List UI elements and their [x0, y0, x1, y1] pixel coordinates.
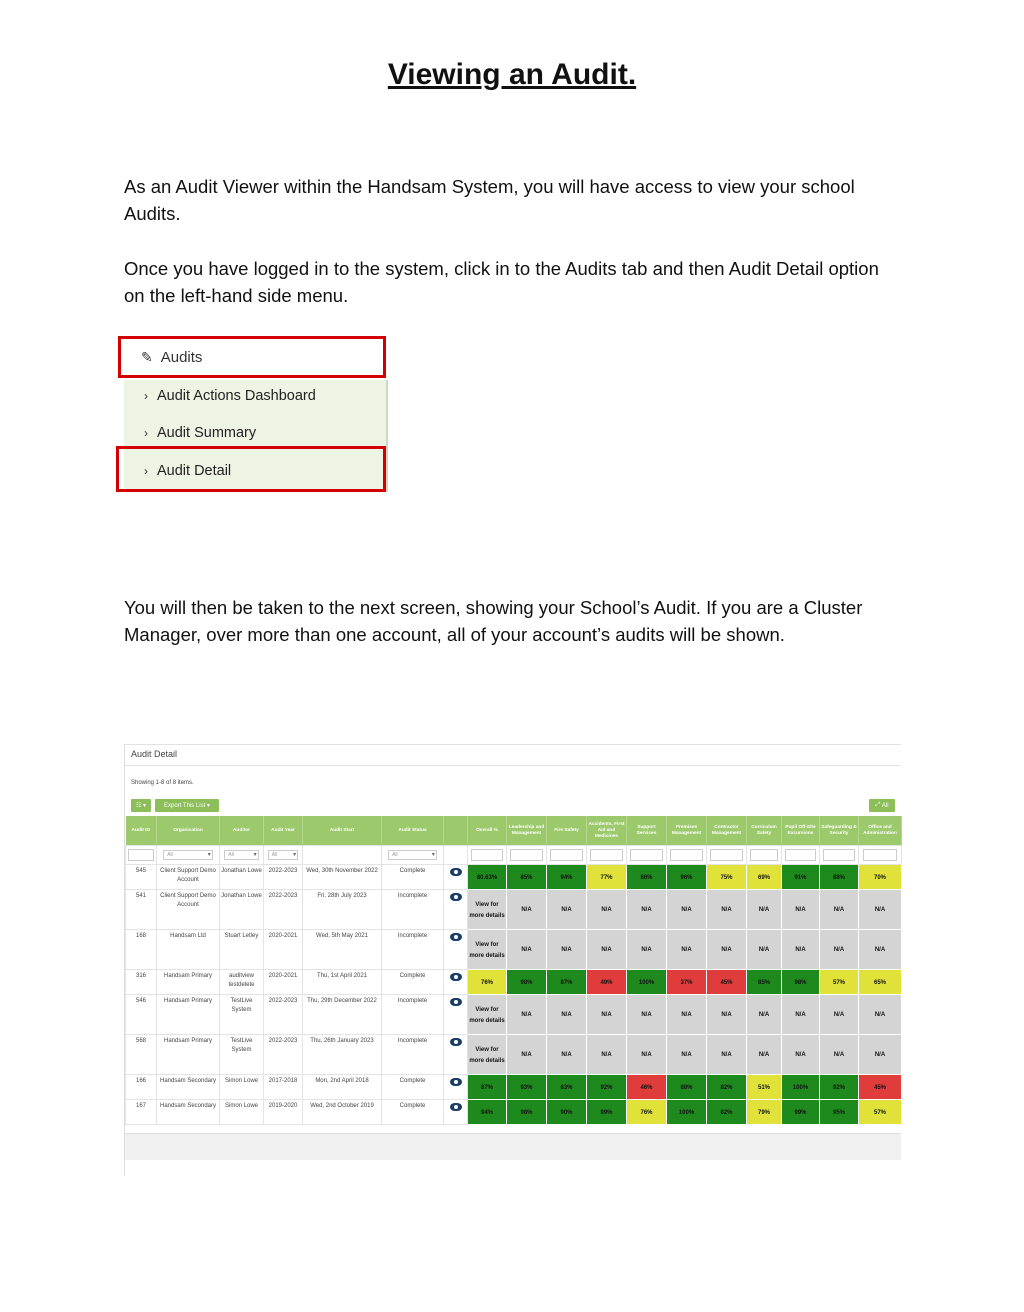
overall-score-cell: 94%	[468, 1100, 507, 1125]
overall-score-cell[interactable]: View for more details	[468, 1035, 507, 1075]
view-cell	[444, 865, 468, 890]
score-cell: N/A	[627, 1035, 667, 1075]
auditor-cell: Simon Lowe	[220, 1100, 264, 1125]
score-cell: 96%	[667, 865, 707, 890]
view-cell	[444, 1075, 468, 1100]
audit-id-cell: 168	[126, 930, 157, 970]
menu-audits-label: Audits	[160, 348, 203, 366]
show-all-button[interactable]	[869, 799, 895, 812]
filter-input[interactable]	[590, 849, 622, 861]
score-cell: 90%	[547, 1100, 587, 1125]
score-cell: N/A	[747, 1035, 782, 1075]
audit-start-cell: Wed, 2nd October 2019	[303, 1100, 382, 1125]
auditor-cell: Jonathan Lowe	[220, 865, 264, 890]
eye-icon[interactable]	[450, 1038, 462, 1046]
table-row	[126, 930, 902, 970]
filter-input[interactable]	[785, 849, 816, 861]
overall-score-cell[interactable]: View for more details	[468, 890, 507, 930]
score-cell: 86%	[627, 865, 667, 890]
audit-start-cell: Thu, 26th January 2023	[303, 1035, 382, 1075]
score-cell: N/A	[747, 995, 782, 1035]
score-cell: 100%	[627, 970, 667, 995]
score-cell: N/A	[707, 1035, 747, 1075]
view-cell	[444, 890, 468, 930]
auditor-cell: Stuart Letley	[220, 930, 264, 970]
score-cell: N/A	[820, 890, 859, 930]
score-cell: N/A	[859, 930, 902, 970]
column-header[interactable]: Contractor Management	[707, 816, 747, 846]
score-cell: 82%	[707, 1075, 747, 1100]
menu-item-label: Audit Summary	[157, 425, 257, 441]
export-button[interactable]: Export This List ▾	[155, 799, 219, 812]
score-cell: 100%	[667, 1100, 707, 1125]
audit-start-cell: Wed, 30th November 2022	[303, 865, 382, 890]
audit-status-cell: Complete	[382, 1100, 444, 1125]
audit-year-cell: 2020-2021	[264, 970, 303, 995]
auditor-cell: Jonathan Lowe	[220, 890, 264, 930]
score-cell: N/A	[820, 995, 859, 1035]
audit-id-cell: 541	[126, 890, 157, 930]
score-cell: N/A	[627, 995, 667, 1035]
overall-score-cell: 87%	[468, 1075, 507, 1100]
filter-cell	[782, 846, 820, 865]
column-header[interactable]: Office and Administration	[859, 816, 902, 846]
eye-icon[interactable]	[450, 868, 462, 876]
menu-item-audit-actions-dashboard[interactable]	[144, 388, 316, 404]
score-cell: N/A	[587, 995, 627, 1035]
filter-input[interactable]	[128, 849, 153, 861]
organisation-cell: Handsam Primary	[157, 1035, 220, 1075]
score-cell: 49%	[587, 970, 627, 995]
table-row	[126, 865, 902, 890]
score-cell: N/A	[747, 930, 782, 970]
filter-input[interactable]	[471, 849, 503, 861]
organisation-cell: Handsam Secondary	[157, 1075, 220, 1100]
eye-icon[interactable]	[450, 998, 462, 1006]
eye-icon[interactable]	[450, 933, 462, 941]
filter-input[interactable]	[630, 849, 662, 861]
score-cell: N/A	[587, 890, 627, 930]
overall-score-cell[interactable]: View for more details	[468, 930, 507, 970]
instructions-paragraph: Once you have logged in to the system, click in to the Audits tab and then Audit Detail option on the left-hand side menu.	[124, 258, 879, 306]
filter-cell	[707, 846, 747, 865]
score-cell: 46%	[627, 1075, 667, 1100]
score-cell: 37%	[667, 970, 707, 995]
score-cell: N/A	[507, 930, 547, 970]
table-row	[126, 970, 902, 995]
audit-status-cell: Incomplete	[382, 890, 444, 930]
auditor-cell: TestLive System	[220, 995, 264, 1035]
column-header[interactable]: Pupil Off-Site Excursions	[782, 816, 820, 846]
table-row	[126, 1100, 902, 1125]
menu-audits-tab[interactable]	[118, 336, 386, 378]
organisation-cell: Handsam Ltd	[157, 930, 220, 970]
score-cell: N/A	[667, 890, 707, 930]
column-header[interactable]: Audit ID	[126, 816, 157, 846]
eye-icon[interactable]	[450, 1078, 462, 1086]
view-cell	[444, 930, 468, 970]
filter-select[interactable]: All ▾	[388, 850, 437, 860]
score-cell: 69%	[747, 865, 782, 890]
filter-select[interactable]: All ▾	[163, 850, 213, 860]
table-row	[126, 890, 902, 930]
score-cell: 85%	[747, 970, 782, 995]
filter-cell	[157, 846, 220, 865]
score-cell: 92%	[820, 1075, 859, 1100]
score-cell: N/A	[507, 890, 547, 930]
expand-icon: ⤢	[875, 802, 882, 808]
score-cell: 57%	[820, 970, 859, 995]
score-cell: 88%	[820, 865, 859, 890]
audit-status-cell: Complete	[382, 1075, 444, 1100]
column-header[interactable]: Premises Management	[667, 816, 707, 846]
auditor-cell: TestLive System	[220, 1035, 264, 1075]
filter-select[interactable]: All ▾	[268, 850, 298, 860]
view-cell	[444, 970, 468, 995]
filter-cell	[303, 846, 382, 865]
audit-table	[125, 816, 902, 1125]
audit-id-cell: 166	[126, 1075, 157, 1100]
view-cell	[444, 1035, 468, 1075]
filter-cell	[382, 846, 444, 865]
column-header[interactable]: Accidents, First Aid and Medicines	[587, 816, 627, 846]
filter-cell	[587, 846, 627, 865]
score-cell: 82%	[707, 1100, 747, 1125]
score-cell: N/A	[507, 995, 547, 1035]
score-cell: N/A	[782, 995, 820, 1035]
overall-score-cell: 76%	[468, 970, 507, 995]
score-cell: N/A	[707, 930, 747, 970]
show-all-label: All	[881, 802, 889, 809]
auditor-cell: Simon Lowe	[220, 1075, 264, 1100]
audit-year-cell: 2022-2023	[264, 995, 303, 1035]
table-body	[126, 865, 902, 1125]
score-cell: N/A	[587, 930, 627, 970]
audit-status-cell: Incomplete	[382, 995, 444, 1035]
column-header[interactable]: Audit Year	[264, 816, 303, 846]
column-header[interactable]: Overall %	[468, 816, 507, 846]
eye-icon[interactable]	[450, 973, 462, 981]
audit-start-cell: Thu, 29th December 2022	[303, 995, 382, 1035]
score-cell: 45%	[707, 970, 747, 995]
audit-start-cell: Wed, 5th May 2021	[303, 930, 382, 970]
table-row	[126, 995, 902, 1035]
filter-cell	[444, 846, 468, 865]
audit-start-cell: Mon, 2nd April 2018	[303, 1075, 382, 1100]
score-cell: 92%	[587, 1075, 627, 1100]
audit-year-cell: 2022-2023	[264, 890, 303, 930]
score-cell: 95%	[820, 1100, 859, 1125]
score-cell: 87%	[547, 970, 587, 995]
filter-row	[126, 846, 902, 865]
audit-id-cell: 545	[126, 865, 157, 890]
page-title: Viewing an Audit.	[387, 58, 637, 91]
score-cell: 65%	[859, 970, 902, 995]
audit-start-cell: Fri, 28th July 2023	[303, 890, 382, 930]
filter-cell	[667, 846, 707, 865]
filter-input[interactable]	[510, 849, 542, 861]
filter-input[interactable]	[710, 849, 742, 861]
highlight-box	[116, 446, 386, 492]
intro-paragraph: As an Audit Viewer within the Handsam System, you will have access to view your school Audits.	[124, 176, 855, 224]
organisation-cell: Handsam Secondary	[157, 1100, 220, 1125]
filter-cell	[859, 846, 902, 865]
score-cell: N/A	[627, 890, 667, 930]
score-cell: N/A	[547, 930, 587, 970]
score-cell: 99%	[587, 1100, 627, 1125]
score-cell: N/A	[547, 995, 587, 1035]
audit-status-cell: Incomplete	[382, 930, 444, 970]
table-row	[126, 1035, 902, 1075]
score-cell: 94%	[547, 865, 587, 890]
column-header[interactable]: Audit Status	[382, 816, 444, 846]
column-header[interactable]: Safeguarding & Security	[820, 816, 859, 846]
filter-input[interactable]	[863, 849, 898, 861]
audit-status-cell: Incomplete	[382, 1035, 444, 1075]
score-cell: N/A	[547, 890, 587, 930]
panel-title: Audit Detail	[125, 744, 901, 766]
organisation-cell: Client Support Demo Account	[157, 890, 220, 930]
auditor-cell: auditview testdelete	[220, 970, 264, 995]
chevron-right-icon: ›	[144, 426, 148, 440]
score-cell: N/A	[627, 930, 667, 970]
eye-icon[interactable]	[450, 893, 462, 901]
score-cell: 75%	[707, 865, 747, 890]
table-row	[126, 1075, 902, 1100]
score-cell: N/A	[667, 930, 707, 970]
chevron-right-icon: ›	[144, 464, 148, 478]
column-header[interactable]: Audit Start	[303, 816, 382, 846]
menu-item-label: Audit Detail	[157, 463, 232, 479]
score-cell: 45%	[859, 1075, 902, 1100]
score-cell: N/A	[747, 890, 782, 930]
column-header[interactable]: Fire Safety	[547, 816, 587, 846]
filter-cell	[264, 846, 303, 865]
eye-icon[interactable]	[450, 1103, 462, 1111]
audit-year-cell: 2022-2023	[264, 1035, 303, 1075]
side-menu-screenshot	[118, 336, 390, 494]
filter-cell	[220, 846, 264, 865]
score-cell: 77%	[587, 865, 627, 890]
score-cell: 98%	[507, 1100, 547, 1125]
score-cell: 85%	[507, 865, 547, 890]
audit-year-cell: 2019-2020	[264, 1100, 303, 1125]
column-header[interactable]: Organisation	[157, 816, 220, 846]
view-cell	[444, 995, 468, 1035]
score-cell: 70%	[859, 865, 902, 890]
audit-year-cell: 2017-2018	[264, 1075, 303, 1100]
score-cell: 93%	[507, 1075, 547, 1100]
score-cell: N/A	[859, 995, 902, 1035]
toolbar	[125, 796, 901, 816]
score-cell: N/A	[782, 890, 820, 930]
filter-cell	[820, 846, 859, 865]
filter-select[interactable]: All ▾	[224, 850, 258, 860]
filter-cell	[507, 846, 547, 865]
score-cell: N/A	[707, 890, 747, 930]
audit-detail-screenshot	[124, 744, 901, 1176]
score-cell: 83%	[547, 1075, 587, 1100]
filter-cell	[126, 846, 157, 865]
audit-id-cell: 568	[126, 1035, 157, 1075]
audit-status-cell: Complete	[382, 970, 444, 995]
score-cell: 57%	[859, 1100, 902, 1125]
filter-input[interactable]	[750, 849, 779, 861]
score-cell: N/A	[707, 995, 747, 1035]
grid-toggle-button[interactable]: ☷ ▾	[131, 799, 151, 812]
score-cell: N/A	[547, 1035, 587, 1075]
column-header[interactable]: Auditor	[220, 816, 264, 846]
audit-status-cell: Complete	[382, 865, 444, 890]
table-header-row	[126, 816, 902, 846]
pencil-icon: ✎	[141, 348, 153, 365]
score-cell: 76%	[627, 1100, 667, 1125]
score-cell: N/A	[820, 1035, 859, 1075]
score-cell: 88%	[667, 1075, 707, 1100]
audit-id-cell: 167	[126, 1100, 157, 1125]
score-cell: N/A	[667, 995, 707, 1035]
score-cell: N/A	[859, 1035, 902, 1075]
score-cell: N/A	[507, 1035, 547, 1075]
filter-input[interactable]	[823, 849, 855, 861]
column-header[interactable]: Support Services	[627, 816, 667, 846]
score-cell: 98%	[507, 970, 547, 995]
score-cell: N/A	[667, 1035, 707, 1075]
organisation-cell: Handsam Primary	[157, 995, 220, 1035]
audit-id-cell: 546	[126, 995, 157, 1035]
filter-input[interactable]	[550, 849, 582, 861]
menu-item-audit-summary[interactable]	[144, 425, 256, 441]
score-cell: N/A	[859, 890, 902, 930]
audit-year-cell: 2020-2021	[264, 930, 303, 970]
filter-cell	[547, 846, 587, 865]
score-cell: N/A	[782, 1035, 820, 1075]
showing-count: Showing 1-8 of 8 items.	[131, 780, 194, 786]
organisation-cell: Client Support Demo Account	[157, 865, 220, 890]
column-header[interactable]	[444, 816, 468, 846]
score-cell: 51%	[747, 1075, 782, 1100]
chevron-right-icon: ›	[144, 389, 148, 403]
filter-cell	[627, 846, 667, 865]
overall-score-cell: 80.63%	[468, 865, 507, 890]
score-cell: 79%	[747, 1100, 782, 1125]
view-cell	[444, 1100, 468, 1125]
score-cell: 91%	[782, 865, 820, 890]
overall-score-cell[interactable]: View for more details	[468, 995, 507, 1035]
filter-cell	[468, 846, 507, 865]
filter-cell	[747, 846, 782, 865]
audit-id-cell: 316	[126, 970, 157, 995]
audit-start-cell: Thu, 1st April 2021	[303, 970, 382, 995]
score-cell: N/A	[820, 930, 859, 970]
audit-year-cell: 2022-2023	[264, 865, 303, 890]
table-footer	[125, 1133, 901, 1160]
score-cell: 100%	[782, 1075, 820, 1100]
score-cell: N/A	[587, 1035, 627, 1075]
score-cell: N/A	[782, 930, 820, 970]
column-header[interactable]: Leadership and Management	[507, 816, 547, 846]
result-paragraph: You will then be taken to the next screen, showing your School’s Audit. If you are a Cluster Manager, over more than one account, all of your account’s audits will be shown.	[124, 597, 863, 645]
score-cell: 98%	[782, 970, 820, 995]
column-header[interactable]: Curriculum Safety	[747, 816, 782, 846]
score-cell: 99%	[782, 1100, 820, 1125]
filter-input[interactable]	[670, 849, 702, 861]
menu-item-label: Audit Actions Dashboard	[157, 388, 316, 404]
organisation-cell: Handsam Primary	[157, 970, 220, 995]
